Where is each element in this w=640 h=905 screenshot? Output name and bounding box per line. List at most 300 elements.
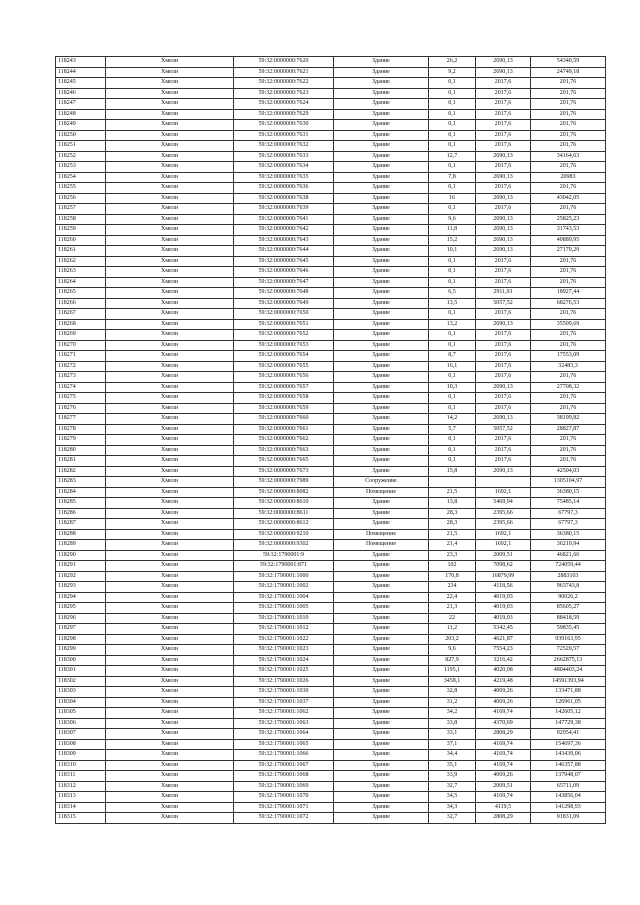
table-row [56,67,606,78]
unit-value-cell: 2017,6 [476,183,531,194]
cadastral-number-cell: 59:32:0000000:7620 [234,57,334,68]
table-row [56,246,606,257]
row-number-cell: 118270 [56,340,106,351]
unit-value-cell: 2690,13 [476,193,531,204]
table-row [56,141,606,152]
cadastral-number-cell: 59:32:1790001:1026 [234,676,334,687]
unit-value-cell: 2808,29 [476,729,531,740]
row-number-cell: 118262 [56,256,106,267]
area-cell: 15,2 [429,235,476,246]
object-type-cell: Здание [334,141,429,152]
cadastral-value-cell: 154697,36 [531,739,606,750]
cadastral-value-cell: 43042,05 [531,193,606,204]
cadastral-number-cell: 59:32:0000000:7629 [234,109,334,120]
locality-cell: Хмели [106,277,234,288]
unit-value-cell: 2690,13 [476,57,531,68]
area-cell: 6,5 [429,288,476,299]
cadastral-number-cell: 59:32:0000000:7660 [234,414,334,425]
table-row [56,298,606,309]
row-number-cell: 118272 [56,361,106,372]
row-number-cell: 118296 [56,613,106,624]
area-cell: 13,2 [429,319,476,330]
object-type-cell: Здание [334,361,429,372]
table-row [56,477,606,488]
table-row [56,760,606,771]
locality-cell: Хмели [106,130,234,141]
locality-cell: Хмели [106,697,234,708]
row-number-cell: 118277 [56,414,106,425]
table-row [56,382,606,393]
locality-cell: Хмели [106,414,234,425]
object-type-cell: Здание [334,246,429,257]
unit-value-cell: 7098,62 [476,561,531,572]
area-cell: 28,3 [429,519,476,530]
table-row [56,697,606,708]
cadastral-value-cell: 201,76 [531,256,606,267]
cadastral-value-cell: 67797,3 [531,508,606,519]
area-cell: 22 [429,613,476,624]
cadastral-value-cell: 147729,38 [531,718,606,729]
table-row [56,235,606,246]
row-number-cell: 118294 [56,592,106,603]
locality-cell: Хмели [106,571,234,582]
cadastral-value-cell: 24749,18 [531,67,606,78]
table-row [56,792,606,803]
document-page [55,56,605,824]
cadastral-number-cell: 59:32:0000000:7645 [234,256,334,267]
cadastral-number-cell: 59:32:0000000:7661 [234,424,334,435]
row-number-cell: 118299 [56,645,106,656]
cadastral-number-cell: 59:32:0000000:8082 [234,487,334,498]
cadastral-number-cell: 59:32:0000000:8611 [234,508,334,519]
area-cell: 13,5 [429,298,476,309]
row-number-cell: 118298 [56,634,106,645]
area-cell: 0,1 [429,340,476,351]
row-number-cell: 118248 [56,109,106,120]
cadastral-value-cell: 85605,27 [531,603,606,614]
object-type-cell: Здание [334,424,429,435]
row-number-cell: 118276 [56,403,106,414]
locality-cell: Хмели [106,655,234,666]
area-cell: 0,1 [429,130,476,141]
object-type-cell: Здание [334,603,429,614]
table-row [56,498,606,509]
object-type-cell: Здание [334,550,429,561]
unit-value-cell: 2690,13 [476,151,531,162]
table-row [56,162,606,173]
area-cell: 0,1 [429,277,476,288]
row-number-cell: 118284 [56,487,106,498]
object-type-cell: Здание [334,403,429,414]
unit-value-cell: 4069,26 [476,771,531,782]
object-type-cell: Здание [334,456,429,467]
unit-value-cell: 2017,6 [476,330,531,341]
object-type-cell: Здание [334,771,429,782]
unit-value-cell: 2017,6 [476,456,531,467]
table-row [56,634,606,645]
object-type-cell: Здание [334,760,429,771]
area-cell: 0,1 [429,183,476,194]
table-row [56,120,606,131]
object-type-cell: Здание [334,750,429,761]
cadastral-value-cell: 133471,88 [531,687,606,698]
row-number-cell: 118314 [56,802,106,813]
cadastral-number-cell: 59:32:1790001:1062 [234,708,334,719]
cadastral-number-cell: 59:32:0000000:7638 [234,193,334,204]
object-type-cell: Здание [334,561,429,572]
locality-cell: Хмели [106,666,234,677]
unit-value-cell: 4169,74 [476,708,531,719]
cadastral-number-cell: 59:32:0000000:7624 [234,99,334,110]
area-cell: 16,1 [429,361,476,372]
cadastral-number-cell: 59:32:0000000:7651 [234,319,334,330]
table-row [56,372,606,383]
row-number-cell: 118282 [56,466,106,477]
cadastral-number-cell: 59:32:1790001:1067 [234,760,334,771]
unit-value-cell: 2690,13 [476,235,531,246]
row-number-cell: 118278 [56,424,106,435]
locality-cell: Хмели [106,57,234,68]
cadastral-value-cell: 88418,59 [531,613,606,624]
table-row [56,99,606,110]
locality-cell: Хмели [106,687,234,698]
table-row [56,183,606,194]
locality-cell: Хмели [106,193,234,204]
row-number-cell: 118254 [56,172,106,183]
row-number-cell: 118249 [56,120,106,131]
cadastral-number-cell: 59:32:0000000:7647 [234,277,334,288]
cadastral-value-cell: 137948,07 [531,771,606,782]
cadastral-number-cell: 59:32:1790001:1002 [234,582,334,593]
object-type-cell: Здание [334,183,429,194]
cadastral-number-cell: 59:32:0000000:7656 [234,372,334,383]
cadastral-value-cell: 201,76 [531,372,606,383]
cadastral-value-cell: 92954,41 [531,729,606,740]
table-row [56,718,606,729]
unit-value-cell: 2690,13 [476,414,531,425]
table-row [56,739,606,750]
object-type-cell: Здание [334,613,429,624]
locality-cell: Хмели [106,162,234,173]
table-row [56,582,606,593]
row-number-cell: 118297 [56,624,106,635]
object-type-cell: Здание [334,99,429,110]
table-row [56,592,606,603]
table-row [56,466,606,477]
table-row [56,172,606,183]
table-row [56,393,606,404]
cadastral-number-cell: 59:32:1790001:1004 [234,592,334,603]
cadastral-value-cell: 90026,2 [531,592,606,603]
cadastral-number-cell: 59:32:1790001:1070 [234,792,334,803]
cadastral-value-cell: 67797,3 [531,519,606,530]
cadastral-number-cell: 59:32:0000000:7652 [234,330,334,341]
table-row [56,88,606,99]
row-number-cell: 118293 [56,582,106,593]
object-type-cell: Здание [334,172,429,183]
object-type-cell: Здание [334,508,429,519]
table-row [56,781,606,792]
locality-cell: Хмели [106,225,234,236]
area-cell: 3458,1 [429,676,476,687]
unit-value-cell: 4621,87 [476,634,531,645]
cadastral-number-cell: 59:32:1790001:1063 [234,718,334,729]
area-cell: 21,4 [429,540,476,551]
unit-value-cell: 1692,1 [476,529,531,540]
area-cell: 33,9 [429,771,476,782]
area-cell: 28,3 [429,508,476,519]
row-number-cell: 118250 [56,130,106,141]
row-number-cell: 118257 [56,204,106,215]
row-number-cell: 118268 [56,319,106,330]
table-row [56,540,606,551]
locality-cell: Хмели [106,750,234,761]
locality-cell: Хмели [106,183,234,194]
area-cell: 33,8 [429,718,476,729]
unit-value-cell: 4019,03 [476,592,531,603]
row-number-cell: 118255 [56,183,106,194]
area-cell: 33,1 [429,729,476,740]
locality-cell: Хмели [106,708,234,719]
row-number-cell: 118246 [56,88,106,99]
unit-value-cell: 4019,03 [476,603,531,614]
table-row [56,319,606,330]
row-number-cell: 118306 [56,718,106,729]
row-number-cell: 118309 [56,750,106,761]
cadastral-number-cell: 59:32:0000000:7658 [234,393,334,404]
object-type-cell: Здание [334,414,429,425]
unit-value-cell: 2017,6 [476,340,531,351]
area-cell: 102 [429,561,476,572]
unit-value-cell: 4370,69 [476,718,531,729]
cadastral-value-cell: 143856,04 [531,792,606,803]
cadastral-value-cell: 38199,82 [531,414,606,425]
table-row [56,277,606,288]
unit-value-cell: 2017,6 [476,435,531,446]
locality-cell: Хмели [106,561,234,572]
area-cell: 37,1 [429,739,476,750]
area-cell: 21,5 [429,529,476,540]
locality-cell: Хмели [106,739,234,750]
object-type-cell: Здание [334,162,429,173]
table-row [56,487,606,498]
cadastral-number-cell: 59:32:0000000:7641 [234,214,334,225]
table-row [56,603,606,614]
row-number-cell: 118265 [56,288,106,299]
locality-cell: Хмели [106,340,234,351]
unit-value-cell: 2690,13 [476,246,531,257]
object-type-cell: Здание [334,655,429,666]
row-number-cell: 118279 [56,435,106,446]
table-row [56,529,606,540]
object-type-cell: Здание [334,67,429,78]
area-cell: 32,7 [429,781,476,792]
locality-cell: Хмели [106,204,234,215]
cadastral-value-cell: 141298,93 [531,802,606,813]
table-row [56,708,606,719]
locality-cell: Хмели [106,445,234,456]
locality-cell: Хмели [106,361,234,372]
table-row [56,624,606,635]
object-type-cell: Здание [334,813,429,824]
row-number-cell: 118288 [56,529,106,540]
object-type-cell: Здание [334,78,429,89]
object-type-cell: Здание [334,445,429,456]
cadastral-number-cell: 59:32:1790001:1000 [234,571,334,582]
cadastral-number-cell: 59:32:0000000:7633 [234,151,334,162]
cadastral-value-cell: 72520,57 [531,645,606,656]
locality-cell: Хмели [106,771,234,782]
object-type-cell: Здание [334,781,429,792]
table-row [56,225,606,236]
cadastral-number-cell: 59:32:0000000:7643 [234,235,334,246]
cadastral-number-cell: 59:32:0000000:7648 [234,288,334,299]
cadastral-value-cell: 143439,06 [531,750,606,761]
unit-value-cell: 2017,6 [476,256,531,267]
cadastral-number-cell: 59:32:1790001:1023 [234,645,334,656]
cadastral-number-cell: 59:32:0000000:7644 [234,246,334,257]
locality-cell: Хмели [106,792,234,803]
area-cell: 11,8 [429,225,476,236]
area-cell: 0,1 [429,109,476,120]
table-row [56,676,606,687]
area-cell: 1195,1 [429,666,476,677]
table-row [56,456,606,467]
object-type-cell: Здание [334,351,429,362]
locality-cell: Хмели [106,330,234,341]
locality-cell: Хмели [106,141,234,152]
locality-cell: Хмели [106,550,234,561]
unit-value-cell: 1692,1 [476,540,531,551]
locality-cell: Хмели [106,256,234,267]
cadastral-value-cell: 201,76 [531,267,606,278]
row-number-cell: 118275 [56,393,106,404]
table-row [56,193,606,204]
cadastral-number-cell: 59:32:0000000:7634 [234,162,334,173]
area-cell: 7,8 [429,172,476,183]
row-number-cell: 118292 [56,571,106,582]
locality-cell: Хмели [106,172,234,183]
area-cell: 0,1 [429,309,476,320]
cadastral-value-cell: 27170,29 [531,246,606,257]
cadastral-number-cell: 59:32:0000000:7653 [234,340,334,351]
area-cell: 0,1 [429,393,476,404]
area-cell: 0,1 [429,267,476,278]
row-number-cell: 118305 [56,708,106,719]
row-number-cell: 118267 [56,309,106,320]
cadastral-number-cell: 59:32:0000000:8612 [234,519,334,530]
cadastral-value-cell: 1305104,97 [531,477,606,488]
row-number-cell: 118274 [56,382,106,393]
unit-value-cell: 2017,6 [476,361,531,372]
cadastral-value-cell: 2662875,13 [531,655,606,666]
cadastral-number-cell: 59:32:0000000:7621 [234,67,334,78]
row-number-cell: 118260 [56,235,106,246]
locality-cell: Хмели [106,109,234,120]
area-cell: 31,2 [429,697,476,708]
unit-value-cell: 2017,6 [476,88,531,99]
area-cell: 9,2 [429,67,476,78]
table-row [56,750,606,761]
table-row [56,414,606,425]
object-type-cell: Здание [334,739,429,750]
locality-cell: Хмели [106,214,234,225]
cadastral-number-cell: 59:32:0000000:7989 [234,477,334,488]
cadastral-value-cell: 28827,87 [531,424,606,435]
row-number-cell: 118256 [56,193,106,204]
object-type-cell: Помещение [334,487,429,498]
table-row [56,214,606,225]
cadastral-number-cell: 59:32:0000000:7650 [234,309,334,320]
table-row [56,771,606,782]
row-number-cell: 118311 [56,771,106,782]
cadastral-number-cell: 59:32:0000000:7632 [234,141,334,152]
unit-value-cell: 16879,99 [476,571,531,582]
cadastral-value-cell: 36380,15 [531,529,606,540]
area-cell: 32,8 [429,687,476,698]
table-row [56,666,606,677]
locality-cell: Хмели [106,382,234,393]
object-type-cell: Здание [334,267,429,278]
unit-value-cell: 7554,23 [476,645,531,656]
table-row [56,57,606,68]
table-row [56,550,606,561]
unit-value-cell: 2690,13 [476,466,531,477]
area-cell: 34,4 [429,750,476,761]
locality-cell: Хмели [106,634,234,645]
cadastral-number-cell: 59:32:0000000:7655 [234,361,334,372]
area-cell: 0,1 [429,78,476,89]
row-number-cell: 118290 [56,550,106,561]
row-number-cell: 118289 [56,540,106,551]
unit-value-cell: 2017,6 [476,204,531,215]
cadastral-number-cell: 59:32:0000000:7623 [234,88,334,99]
locality-cell: Хмели [106,718,234,729]
area-cell: 170,8 [429,571,476,582]
row-number-cell: 118264 [56,277,106,288]
table-row [56,309,606,320]
cadastral-value-cell: 2883103 [531,571,606,582]
area-cell: 34,2 [429,708,476,719]
row-number-cell: 118283 [56,477,106,488]
cadastral-value-cell: 17553,09 [531,351,606,362]
object-type-cell: Здание [334,372,429,383]
locality-cell: Хмели [106,760,234,771]
cadastral-value-cell: 40889,95 [531,235,606,246]
cadastral-number-cell: 59:32:0000000:7639 [234,204,334,215]
unit-value-cell: 4119,5 [476,802,531,813]
locality-cell: Хмели [106,267,234,278]
locality-cell: Хмели [106,802,234,813]
unit-value-cell: 2017,6 [476,109,531,120]
table-row [56,424,606,435]
unit-value-cell: 2690,13 [476,319,531,330]
object-type-cell: Здание [334,634,429,645]
cadastral-number-cell: 59:32:0000000:9210 [234,529,334,540]
unit-value-cell: 4069,26 [476,687,531,698]
locality-cell: Хмели [106,676,234,687]
cadastral-number-cell: 59:32:0000000:7635 [234,172,334,183]
cadastral-value-cell: 201,76 [531,183,606,194]
cadastral-number-cell: 59:32:1790001:1024 [234,655,334,666]
area-cell: 0,1 [429,445,476,456]
area-cell: 0,1 [429,141,476,152]
cadastral-value-cell: 4804403,24 [531,666,606,677]
cadastral-number-cell: 59:32:1790001:1071 [234,802,334,813]
object-type-cell: Здание [334,718,429,729]
locality-cell: Хмели [106,235,234,246]
locality-cell: Хмели [106,487,234,498]
